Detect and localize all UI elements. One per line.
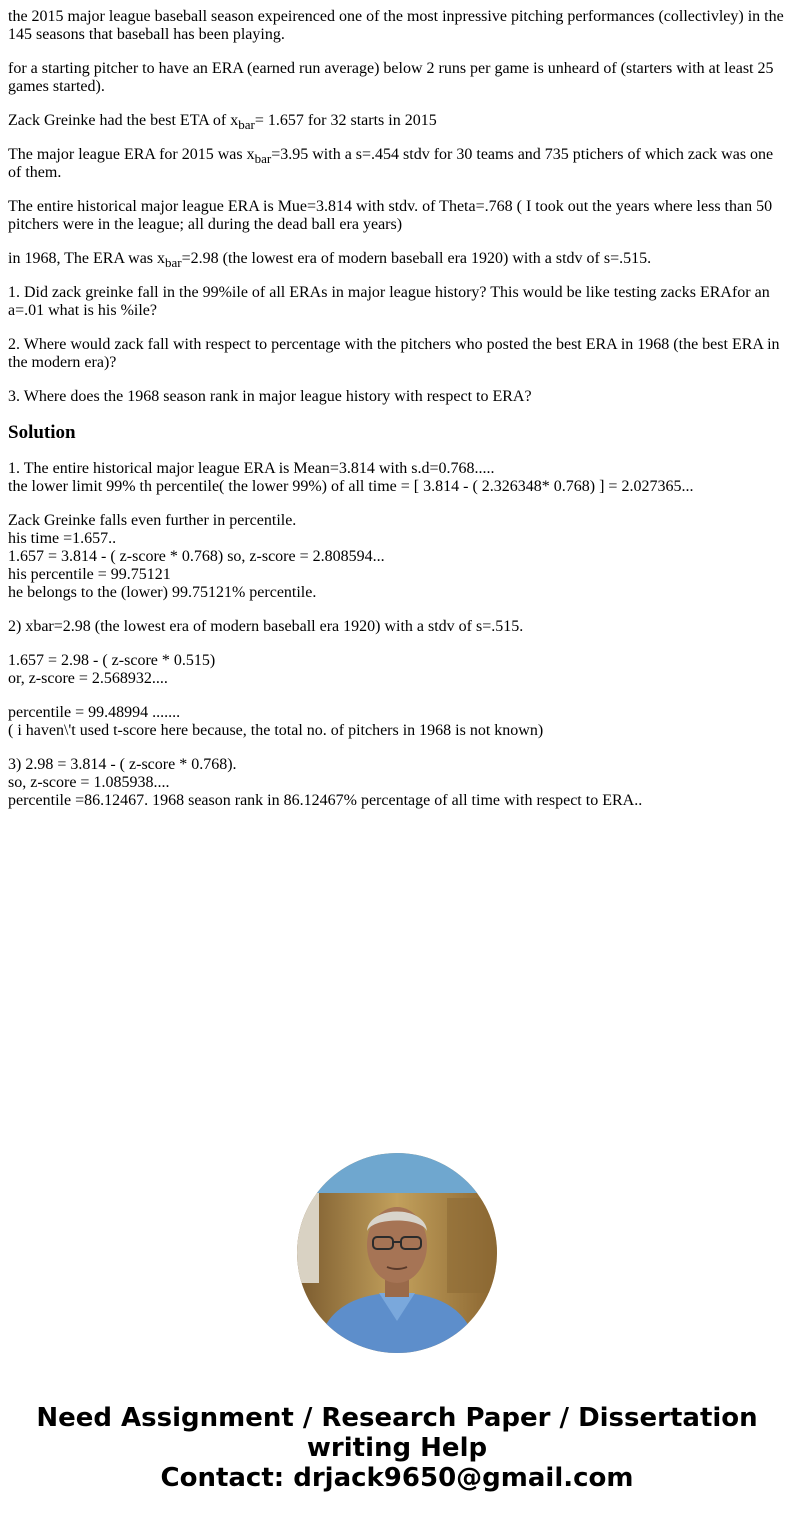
solution-line: Zack Greinke falls even further in percentile. xyxy=(8,512,297,529)
footer-banner xyxy=(0,1403,794,1493)
solution-line: percentile = 99.48994 ....... xyxy=(8,704,181,721)
document-body xyxy=(8,8,786,826)
question-paragraph-4 xyxy=(8,146,786,182)
solution-line: ( i haven\'t used t-score here because, the total no. of pitchers in 1968 is not known) xyxy=(8,722,544,739)
xbar-subscript: bar xyxy=(165,255,182,270)
solution-line: or, z-score = 2.568932.... xyxy=(8,670,168,687)
greinke-era-text-end: = 1.657 for 32 starts in 2015 xyxy=(254,112,437,129)
solution-line: his time =1.657.. xyxy=(8,530,117,547)
solution-line: 1.657 = 2.98 - ( z-score * 0.515) xyxy=(8,652,216,669)
solution-line: 1.657 = 3.814 - ( z-score * 0.768) so, z-score = 2.808594... xyxy=(8,548,385,565)
league-era-text-end: =3.95 with a s=.454 stdv for 30 teams and 735 ptichers of which zack was one of them. xyxy=(8,146,774,181)
solution-line: 3) 2.98 = 3.814 - ( z-score * 0.768). xyxy=(8,756,237,773)
question-paragraph-6 xyxy=(8,250,786,268)
xbar-subscript: bar xyxy=(238,117,255,132)
solution-part-1 xyxy=(8,460,786,496)
tutor-portrait-icon xyxy=(297,1153,497,1353)
solution-line: the lower limit 99% th percentile( the lower 99%) of all time = [ 3.814 - ( 2.326348* 0.768) ] = 2.027365... xyxy=(8,478,694,495)
tutor-avatar xyxy=(297,1153,497,1353)
league-era-text-start: The major league ERA for 2015 was x xyxy=(8,146,255,163)
era-1968-text-start: in 1968, The ERA was x xyxy=(8,250,166,267)
footer-line: Need Assignment / Research Paper / Dissertation xyxy=(36,1403,758,1433)
question-paragraph-2: for a starting pitcher to have an ERA (earned run average) below 2 runs per game is unheard of (starters with at least 25 games started). xyxy=(8,60,774,95)
solution-part-1-detail xyxy=(8,512,786,602)
solution-part-2-percentile xyxy=(8,704,786,740)
solution-line: so, z-score = 1.085938.... xyxy=(8,774,170,791)
footer-line: writing Help xyxy=(306,1433,488,1463)
footer-contact: Contact: drjack9650@gmail.com xyxy=(160,1463,634,1493)
xbar-subscript: bar xyxy=(254,151,272,166)
question-1: 1. Did zack greinke fall in the 99%ile of all ERAs in major league history? This would be like testing zacks ERAfor an a=.01 what is his %ile? xyxy=(8,284,770,319)
solution-part-3 xyxy=(8,756,786,810)
solution-line: he belongs to the (lower) 99.75121% percentile. xyxy=(8,584,317,601)
greinke-era-text-start: Zack Greinke had the best ETA of x xyxy=(8,112,239,129)
solution-part-2: 2) xbar=2.98 (the lowest era of modern baseball era 1920) with a stdv of s=.515. xyxy=(8,618,524,635)
solution-line: his percentile = 99.75121 xyxy=(8,566,171,583)
question-paragraph-5: The entire historical major league ERA is Mue=3.814 with stdv. of Theta=.768 ( I took out the years where less than 50 pitchers were in the league; all during the dead ball era years) xyxy=(8,198,773,233)
solution-line: percentile =86.12467. 1968 season rank in 86.12467% percentage of all time with respect to ERA.. xyxy=(8,792,643,809)
solution-heading: Solution xyxy=(8,422,76,443)
question-paragraph-1: the 2015 major league baseball season expeirenced one of the most inpressive pitching performances (collectivley) in the 145 seasons that baseball has been playing. xyxy=(8,8,784,43)
question-2: 2. Where would zack fall with respect to percentage with the pitchers who posted the best ERA in 1968 (the best ERA in the modern era)? xyxy=(8,336,780,371)
solution-line: 1. The entire historical major league ERA is Mean=3.814 with s.d=0.768..... xyxy=(8,460,495,477)
question-3: 3. Where does the 1968 season rank in major league history with respect to ERA? xyxy=(8,388,532,405)
era-1968-text-end: =2.98 (the lowest era of modern baseball era 1920) with a stdv of s=.515. xyxy=(181,250,652,267)
solution-part-2-zscore xyxy=(8,652,786,688)
question-paragraph-3 xyxy=(8,112,786,130)
